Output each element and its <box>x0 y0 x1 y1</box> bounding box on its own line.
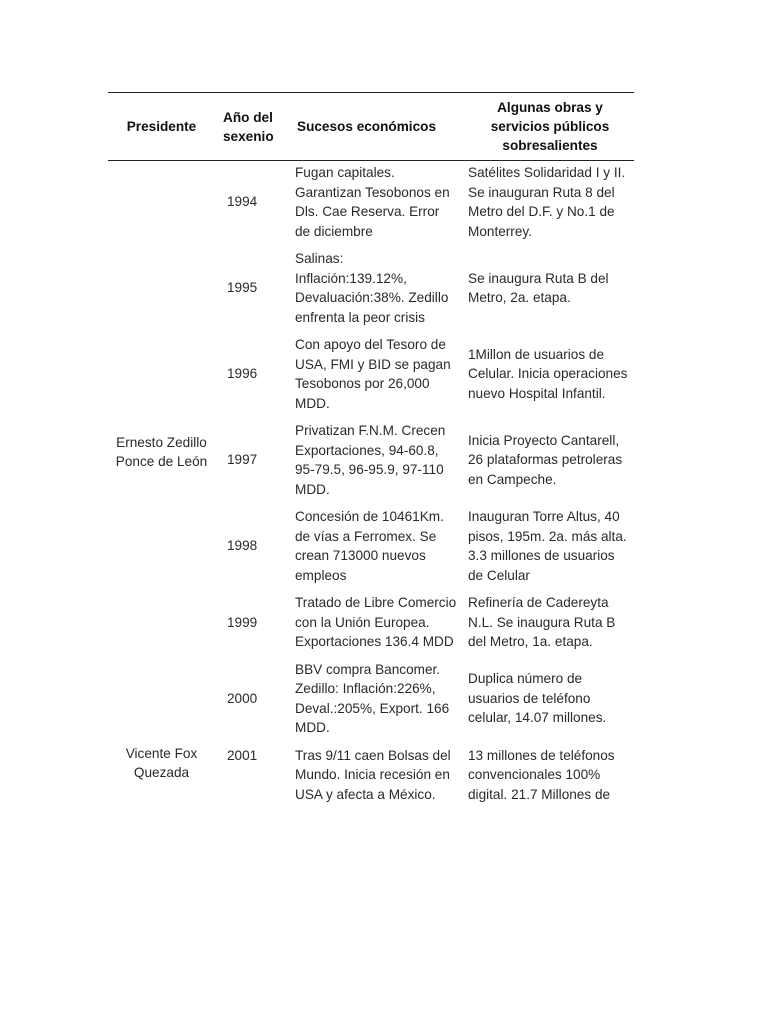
sucesos-cell: Salinas: Inflación:139.12%, Devaluación:38%. Zedillo enfrenta la peor crisis <box>295 251 449 325</box>
table-row <box>108 744 634 828</box>
year-cell: 2000 <box>227 690 258 706</box>
table-row <box>108 161 634 248</box>
year-cell: 1995 <box>227 280 258 296</box>
header-presidente: Presidente <box>126 119 197 134</box>
header-obras-servicios: Algunas obras y servicios públicos sobresalientes <box>490 100 610 153</box>
year-cell: 1997 <box>227 452 258 468</box>
sucesos-cell-text: Tras 9/11 caen Bolsas del Mundo. Inicia recesión en USA y afecta a México. <box>295 747 451 802</box>
year-cell-text: 2001 <box>227 747 258 763</box>
sucesos-cell: Con apoyo del Tesoro de USA, FMI y BID se pagan Tesobonos por 26,000 MDD. <box>295 337 451 411</box>
year-cell: 1999 <box>227 614 258 630</box>
sucesos-cell: BBV compra Bancomer. Zedillo: Inflación:226%, Deval.:205%, Export. 166 MDD. <box>295 661 450 735</box>
obras-cell: Se inaugura Ruta B del Metro, 2a. etapa. <box>468 270 609 305</box>
presidents-economy-table <box>108 92 634 828</box>
table-header-row <box>108 93 634 161</box>
obras-cell: 1Millon de usuarios de Celular. Inicia operaciones nuevo Hospital Infantil. <box>468 346 628 401</box>
header-anio-sexenio: Año del sexenio <box>223 109 274 144</box>
year-cell: 1994 <box>227 194 258 210</box>
year-cell: 1996 <box>227 366 258 382</box>
sucesos-cell <box>289 744 462 828</box>
obras-cell: Inauguran Torre Altus, 40 pisos, 195m. 2a. más alta. 3.3 millones de usuarios de Celular <box>468 509 627 583</box>
sucesos-cell: Concesión de 10461Km. de vías a Ferromex. Se crean 713000 nuevos empleos <box>295 509 444 583</box>
obras-cell: Inicia Proyecto Cantarell, 26 plataformas petroleras en Campeche. <box>468 432 623 487</box>
obras-cell: Refinería de Cadereyta N.L. Se inaugura Ruta B del Metro, 1a. etapa. <box>468 595 616 649</box>
sucesos-cell: Fugan capitales. Garantizan Tesobonos en Dls. Cae Reserva. Error de diciembre <box>295 165 450 239</box>
president-zedillo: Ernesto Zedillo Ponce de León <box>115 434 208 470</box>
obras-cell-text: 13 millones de teléfonos convencionales 100% digital. 21.7 Millones de <box>468 747 615 802</box>
obras-cell: Satélites Solidaridad I y II. Se inauguran Ruta 8 del Metro del D.F. y No.1 de Monterrey. <box>468 165 626 239</box>
obras-cell <box>462 744 634 828</box>
president-fox-text: Vicente Fox Quezada <box>125 745 198 780</box>
sucesos-cell: Privatizan F.N.M. Crecen Exportaciones, 94-60.8, 95-79.5, 96-95.9, 97-110 MDD. <box>295 423 446 497</box>
sucesos-cell: Tratado de Libre Comercio con la Unión Europea. Exportaciones 136.4 MDD <box>295 595 457 649</box>
header-sucesos-economicos: Sucesos económicos <box>297 119 437 134</box>
year-cell <box>215 744 289 828</box>
year-cell: 1998 <box>227 538 258 554</box>
obras-cell: Duplica número de usuarios de teléfono celular, 14.07 millones. <box>468 671 607 726</box>
president-fox <box>108 744 215 828</box>
